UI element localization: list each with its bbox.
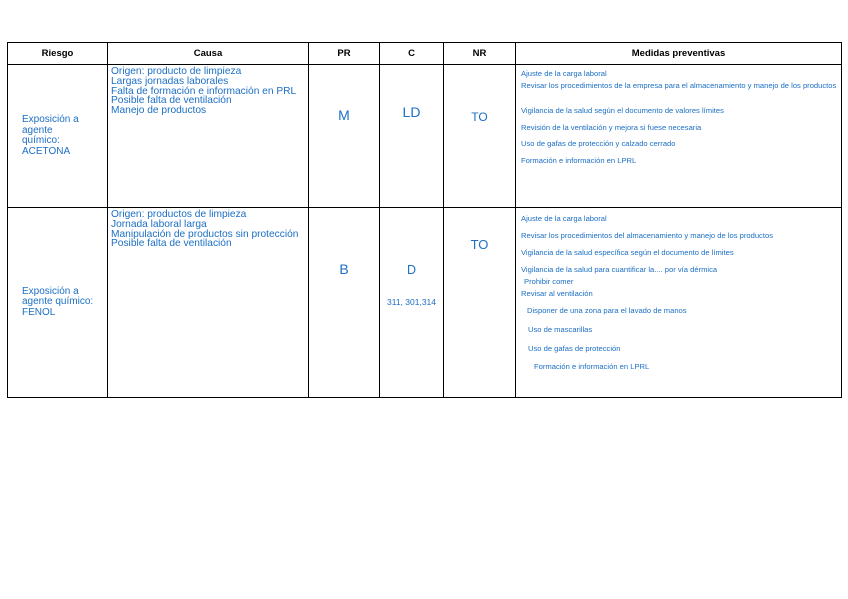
medida-item: Prohibir comer	[524, 277, 574, 286]
causa-item: Origen: producto de limpieza	[111, 66, 242, 77]
medida-item: Revisar los procedimientos de la empresa para el almacenamiento y manejo de los productos	[521, 81, 837, 90]
causa-item: Jornada laboral larga	[111, 218, 207, 230]
table-row	[8, 65, 842, 208]
riesgo-text: Exposición a agente químico: FENOL	[22, 285, 94, 318]
header-medidas: Medidas preventivas	[516, 43, 842, 65]
c-cell	[380, 65, 444, 208]
c-note: 311, 301,314	[387, 297, 436, 307]
medida-item: Revisar los procedimientos del almacenamiento y manejo de los productos	[521, 231, 773, 240]
c-cell	[380, 208, 444, 398]
medida-item: Uso de mascarillas	[528, 325, 593, 334]
riesgo-cell	[8, 208, 108, 398]
medida-item: Ajuste de la carga laboral	[521, 214, 607, 223]
nr-value: TO	[470, 237, 489, 252]
medida-item: Vigilancia de la salud específica según el documento de límites	[521, 248, 734, 257]
c-value: LD	[402, 104, 421, 120]
causa-item: Largas jornadas laborales	[111, 75, 229, 87]
pr-value: B	[339, 261, 349, 277]
header-nr: NR	[444, 43, 516, 65]
medidas-cell	[516, 208, 842, 398]
nr-cell	[444, 65, 516, 208]
header-c: C	[380, 43, 444, 65]
medida-item: Revisar al ventilación	[521, 289, 593, 298]
medida-item: Formación e información en LPRL	[521, 156, 637, 165]
riesgo-cell	[8, 65, 108, 208]
medida-item: Revisión de la ventilación y mejora si fuese necesaria	[521, 123, 702, 132]
causa-item: Origen: productos de limpieza	[111, 209, 247, 220]
causa-item: Falta de formación e información en PRL	[111, 85, 297, 97]
medida-item: Vigilancia de la salud según el documento de valores límites	[521, 106, 724, 115]
medida-item: Uso de gafas de protección y calzado cerrado	[521, 139, 676, 148]
header-riesgo: Riesgo	[8, 43, 108, 65]
header-causa: Causa	[108, 43, 309, 65]
medida-item: Uso de gafas de protección	[528, 344, 621, 353]
medida-item: Vigilancia de la salud para cuantificar la.... por vía dérmica	[521, 265, 718, 274]
pr-value: M	[338, 107, 350, 123]
causa-item: Posible falta de ventilación	[111, 95, 232, 107]
causa-item: Posible falta de ventilación	[111, 238, 232, 250]
causa-item: Manejo de productos	[111, 105, 207, 117]
c-value: D	[406, 263, 417, 277]
medida-item: Disponer de una zona para el lavado de manos	[527, 306, 687, 315]
medida-item: Ajuste de la carga laboral	[521, 69, 607, 78]
medidas-cell	[516, 65, 842, 208]
header-pr: PR	[309, 43, 380, 65]
nr-cell	[444, 208, 516, 398]
table-row	[8, 208, 842, 398]
riesgo-text: Exposición a agente químico: ACETONA	[22, 114, 79, 157]
medida-item: Formación e información en LPRL	[534, 362, 650, 371]
risk-assessment-table	[7, 42, 842, 398]
nr-value: TO	[471, 110, 488, 124]
header-row	[8, 43, 842, 65]
pr-cell	[309, 65, 380, 208]
causa-item: Manipulación de productos sin protección	[111, 228, 299, 240]
pr-cell	[309, 208, 380, 398]
causa-cell	[108, 65, 309, 208]
causa-cell	[108, 208, 309, 398]
